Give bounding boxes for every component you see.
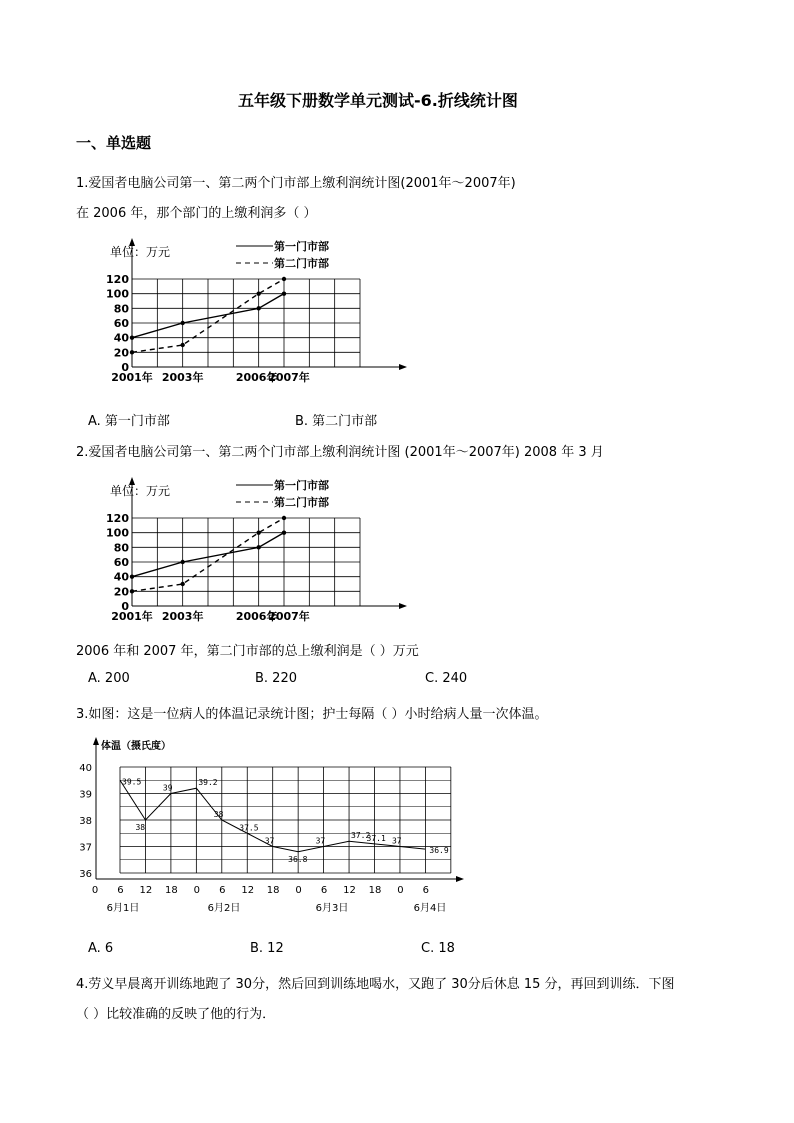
x-tick-label: 2007年 bbox=[268, 610, 310, 623]
y-tick-label: 20 bbox=[113, 585, 129, 599]
data-label: 38 bbox=[135, 823, 146, 832]
question-2-stem: 2.爱国者电脑公司第一、第二两个门市部上缴利润统计图 (2001年～2007年) 2008 年 3 月 bbox=[76, 445, 604, 460]
x-tick-label: 6 bbox=[117, 885, 124, 896]
x-tick-label: 0 bbox=[397, 885, 404, 896]
data-point bbox=[130, 574, 134, 578]
data-label: 39.5 bbox=[122, 777, 142, 787]
y-tick-label: 40 bbox=[79, 763, 92, 774]
y-tick-label: 0 bbox=[121, 600, 129, 613]
data-label: 39 bbox=[162, 783, 173, 793]
y-tick-label: 39 bbox=[79, 789, 92, 801]
question-2-prompt: 2006 年和 2007 年，第二门市部的总上缴利润是（ ）万元 bbox=[76, 644, 419, 659]
data-point bbox=[256, 291, 260, 295]
question-1-prompt: 在 2006 年，那个部门的上缴利润多（ ） bbox=[76, 206, 317, 221]
page-title: 五年级下册数学单元测试-6.折线统计图 bbox=[238, 91, 518, 110]
data-label: 37.2 bbox=[351, 831, 371, 841]
legend-label-first: 第一门市部 bbox=[274, 479, 329, 492]
legend-label-first: 第一门市部 bbox=[274, 240, 329, 253]
x-tick-label: 2001年 bbox=[111, 371, 153, 384]
x-tick-label: 18 bbox=[368, 885, 382, 896]
y-tick-label: 100 bbox=[106, 287, 129, 301]
data-label: 37 bbox=[391, 836, 402, 846]
option-b[interactable]: B. 第二门市部 bbox=[295, 414, 378, 429]
data-label: 36.9 bbox=[429, 846, 449, 856]
x-tick-label: 6 bbox=[219, 885, 226, 896]
question-4-prompt: （ ）比较准确的反映了他的行为． bbox=[76, 1007, 276, 1022]
y-tick-label: 38 bbox=[79, 816, 92, 827]
data-point bbox=[180, 321, 184, 325]
x-tick-label: 2001年 bbox=[111, 610, 153, 623]
x-tick-label: 12 bbox=[241, 885, 255, 896]
option-c[interactable]: C. 240 bbox=[425, 671, 468, 686]
y-tick-label: 100 bbox=[106, 526, 129, 540]
option-a[interactable]: A. 200 bbox=[88, 671, 130, 686]
y-tick-label: 0 bbox=[121, 361, 129, 374]
data-label: 39.2 bbox=[198, 778, 218, 788]
legend-label-second: 第二门市部 bbox=[274, 496, 329, 509]
data-point bbox=[180, 582, 184, 586]
option-b[interactable]: B. 12 bbox=[250, 941, 284, 956]
y-axis-label: 体温（摄氏度） bbox=[101, 741, 171, 752]
y-tick-label: 60 bbox=[113, 317, 129, 330]
x-tick-label: 2006年 bbox=[235, 610, 278, 623]
y-tick-label: 36 bbox=[79, 869, 92, 880]
x-axis-arrow bbox=[399, 364, 407, 370]
x-tick-label: 18 bbox=[266, 885, 280, 896]
data-point bbox=[256, 306, 260, 310]
y-tick-label: 20 bbox=[113, 346, 129, 360]
x-tick-label: 2006年 bbox=[235, 371, 278, 384]
question-4-stem: 4.劳义早晨离开训练地跑了 30分，然后回到训练地喝水，又跑了 30分后休息 15 分，再回到训练．下图 bbox=[76, 977, 675, 992]
legend-label-second: 第二门市部 bbox=[274, 257, 329, 270]
profit-line-chart-2 bbox=[76, 471, 416, 627]
x-axis-arrow bbox=[399, 603, 407, 609]
data-label: 37 bbox=[264, 836, 275, 846]
unit-label: 单位：万元 bbox=[110, 245, 171, 259]
data-point bbox=[282, 530, 286, 534]
data-point bbox=[130, 589, 134, 593]
x-tick-label: 2007年 bbox=[268, 371, 310, 384]
data-point bbox=[130, 350, 134, 354]
y-axis-arrow bbox=[93, 737, 99, 745]
day-label: 6月2日 bbox=[207, 903, 241, 914]
question-1-stem: 1.爱国者电脑公司第一、第二两个门市部上缴利润统计图(2001年～2007年) bbox=[76, 176, 516, 191]
option-b[interactable]: B. 220 bbox=[255, 671, 297, 686]
option-c[interactable]: C. 18 bbox=[421, 941, 455, 956]
y-tick-label: 60 bbox=[113, 556, 129, 569]
data-point bbox=[180, 343, 184, 347]
data-point bbox=[256, 530, 260, 534]
y-tick-label: 40 bbox=[113, 570, 129, 584]
y-tick-label: 120 bbox=[106, 512, 129, 525]
option-a[interactable]: A. 6 bbox=[88, 941, 114, 956]
y-tick-label: 80 bbox=[113, 302, 129, 316]
day-label: 6月3日 bbox=[315, 903, 349, 914]
data-point bbox=[130, 335, 134, 339]
section-heading: 一、单选题 bbox=[76, 134, 152, 152]
data-label: 36.8 bbox=[288, 854, 308, 864]
question-3-stem: 3.如图：这是一位病人的体温记录统计图；护士每隔（ ）小时给病人量一次体温。 bbox=[76, 707, 548, 722]
data-point bbox=[256, 545, 260, 549]
unit-label: 单位：万元 bbox=[110, 484, 171, 498]
option-a[interactable]: A. 第一门市部 bbox=[88, 414, 170, 429]
x-tick-label: 0 bbox=[295, 885, 302, 896]
x-tick-label: 2003年 bbox=[161, 610, 204, 623]
x-tick-label: 6 bbox=[320, 885, 328, 896]
day-label: 6月1日 bbox=[106, 903, 140, 914]
day-label: 6月4日 bbox=[413, 903, 447, 914]
data-label: 38 bbox=[213, 810, 224, 819]
x-tick-label: 18 bbox=[164, 885, 178, 896]
y-tick-label: 80 bbox=[113, 541, 129, 555]
y-tick-label: 37 bbox=[79, 842, 92, 854]
y-tick-label: 40 bbox=[113, 331, 129, 345]
data-point bbox=[180, 560, 184, 564]
x-tick-label: 0 bbox=[193, 885, 200, 896]
data-label: 37.1 bbox=[366, 833, 386, 843]
data-label: 37.5 bbox=[239, 823, 259, 833]
x-tick-label: 12 bbox=[139, 885, 153, 896]
temperature-line-chart bbox=[76, 733, 476, 923]
x-tick-label: 2003年 bbox=[161, 371, 204, 384]
data-point bbox=[282, 277, 286, 281]
y-tick-label: 120 bbox=[106, 273, 129, 286]
x-axis-arrow bbox=[456, 876, 464, 882]
data-label: 37 bbox=[315, 836, 326, 846]
data-point bbox=[282, 516, 286, 520]
x-tick-label: 12 bbox=[343, 885, 356, 896]
data-point bbox=[282, 291, 286, 295]
profit-line-chart-1 bbox=[76, 232, 416, 390]
x-tick-label: 0 bbox=[91, 885, 99, 896]
x-tick-label: 6 bbox=[422, 885, 430, 896]
